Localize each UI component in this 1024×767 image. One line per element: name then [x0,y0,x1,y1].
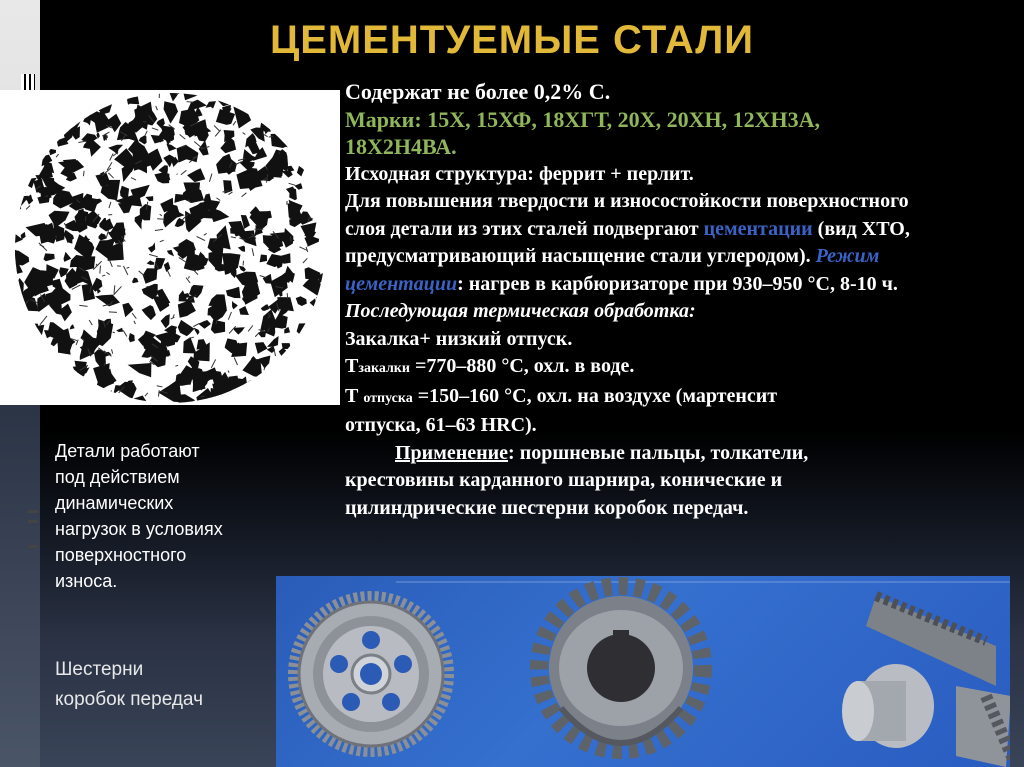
caption-line: Шестерни [55,659,144,680]
text-span: слоя детали из этих сталей подвергают [345,217,704,240]
microstructure-pattern [0,90,340,405]
application-line: крестовины карданного шарнира, конические и [345,469,783,491]
grades-label: Марки: [345,106,422,132]
paragraph-line: Для повышения твердости и износостойкости поверхностного [345,190,909,212]
microstructure-image [0,90,340,405]
application-line [345,440,1021,468]
application-line: цилиндрические шестерни коробок передач. [345,496,749,519]
helical-gear-icon [539,586,703,750]
initial-structure: Исходная структура: феррит + перлит. [345,162,694,185]
quench-temper: Закалка+ низкий отпуск. [345,327,573,350]
text-span: =150–160 °С, охл. на воздухе (мартенсит [412,384,778,407]
text-span: предусматривающий насыщение стали углеродом). [345,245,816,267]
text-line: поверхностного [55,545,187,565]
paragraph-line [345,216,1021,244]
text-line: под действием [55,467,180,487]
decor-mark [28,545,38,548]
gears-caption [55,655,275,715]
subsequent-treatment: Последующая термическая обработка: [345,300,696,322]
parts-description [55,438,275,594]
subscript: закалки [358,361,410,376]
steel-grades-cont: 18Х2Н4ВА. [345,134,457,159]
carbon-content: Содержат не более 0,2% С. [345,79,611,104]
steel-grades [345,106,1021,134]
text-line: Детали работают [55,441,200,461]
quench-temp [345,353,1021,383]
left-decor-bar [0,400,40,767]
main-text [345,78,1021,522]
paragraph-line [345,271,1021,299]
application-label: Применение [395,441,509,464]
text-span: : нагрев в карбюризаторе при 930–950 °С, 8-10 ч. [457,272,898,295]
mode-term: Режим [815,245,880,267]
temper-hardness: отпуска, 61–63 HRC). [345,414,537,436]
decor-mark [28,510,38,513]
gears-image [276,576,1010,767]
mode-term-cont: цементации [345,272,458,295]
text-span: (вид ХТО, [812,217,910,240]
text-span: : поршневые пальцы, толкатели, [508,441,809,464]
text-span: Т [345,355,359,377]
text-line: динамических [55,493,174,513]
caption-line: коробок передач [55,689,203,710]
temper-temp [345,383,1021,413]
bevel-gear-icon [842,596,1010,767]
subscript: отпуска [363,390,413,406]
text-span: Т [345,384,364,407]
paragraph-line [345,243,1021,271]
grades-list: 15Х, 15ХФ, 18ХГТ, 20Х, 20ХН, 12ХН3А, [427,106,820,132]
decor-mark [28,520,38,523]
slide-title: ЦЕМЕНТУЕМЫЕ СТАЛИ [269,18,755,62]
spur-gear-icon [293,596,449,752]
text-span: =770–880 °С, охл. в воде. [409,355,635,377]
text-line: нагрузок в условиях [55,519,223,539]
carburizing-term: цементации [703,217,813,240]
text-line: износа. [55,571,118,591]
